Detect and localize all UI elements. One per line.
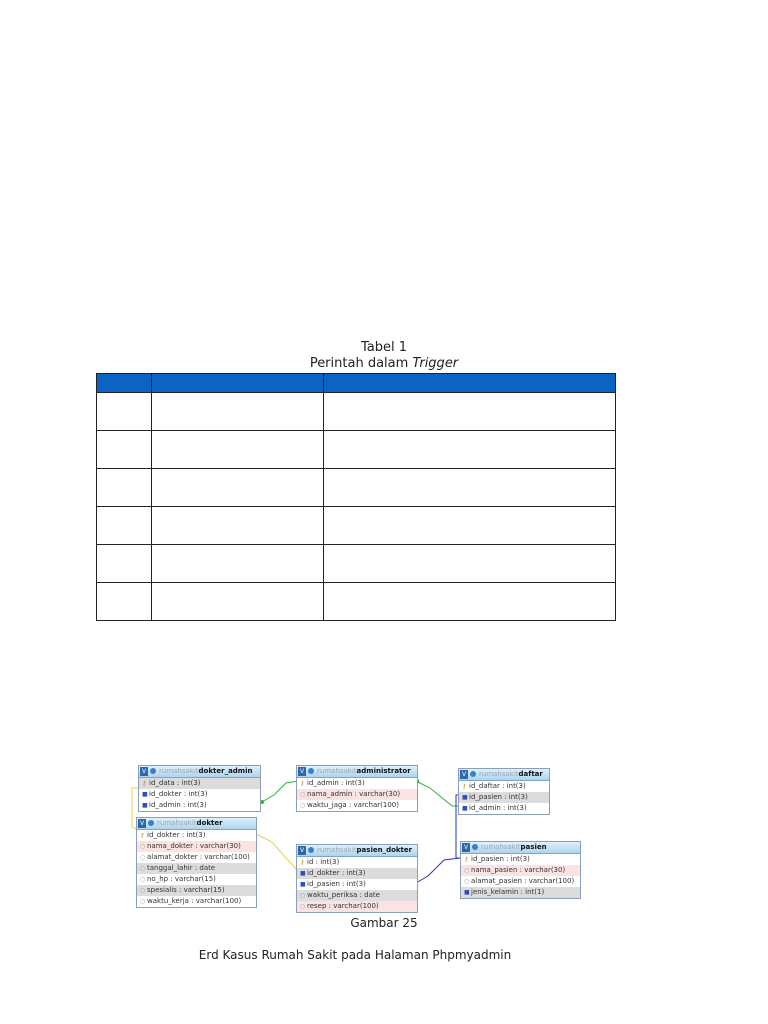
column-icon: ○ xyxy=(140,843,146,850)
column-row xyxy=(297,789,417,800)
column-row xyxy=(137,874,256,885)
primary-key-icon: ⚷ xyxy=(142,780,147,787)
erd-table-header[interactable] xyxy=(297,766,417,778)
column-row xyxy=(461,854,580,865)
index-icon: ■ xyxy=(300,881,306,888)
erd-table-dokter[interactable] xyxy=(136,817,257,908)
index-icon: ■ xyxy=(142,791,148,798)
column-row xyxy=(297,879,417,890)
table-icon xyxy=(308,847,314,853)
table-name: administrator xyxy=(356,767,411,775)
erd-table-header[interactable] xyxy=(139,766,260,778)
column-label: no_hp : varchar(15) xyxy=(147,875,216,883)
column-row xyxy=(297,800,417,811)
table-name: daftar xyxy=(518,770,543,778)
index-icon: ■ xyxy=(462,805,468,812)
table-caption-number: Tabel 1 xyxy=(360,340,408,355)
table-icon xyxy=(470,771,476,777)
column-label: resep : varchar(100) xyxy=(307,902,379,910)
column-row xyxy=(297,901,417,912)
primary-key-icon: ⚷ xyxy=(300,780,305,787)
column-icon: ○ xyxy=(300,802,306,809)
toggle-icon[interactable]: V xyxy=(461,771,467,778)
column-row xyxy=(297,890,417,901)
toggle-icon[interactable]: V xyxy=(299,847,305,854)
primary-key-icon: ⚷ xyxy=(462,783,467,790)
column-label: id_daftar : int(3) xyxy=(469,782,526,790)
db-prefix: rumahsakit xyxy=(481,843,521,851)
column-row xyxy=(137,841,256,852)
column-icon: ○ xyxy=(464,878,470,885)
index-icon: ■ xyxy=(462,794,468,801)
column-label: waktu_periksa : date xyxy=(307,891,380,899)
column-label: alamat_dokter : varchar(100) xyxy=(147,853,250,861)
column-row xyxy=(461,865,580,876)
column-row xyxy=(461,887,580,898)
table-name: pasien_dokter xyxy=(356,846,413,854)
column-row xyxy=(137,852,256,863)
column-label: tanggal_lahir : date xyxy=(147,864,216,872)
toggle-icon[interactable]: V xyxy=(463,844,469,851)
column-row xyxy=(461,876,580,887)
column-label: nama_admin : varchar(30) xyxy=(307,790,401,798)
erd-table-header[interactable] xyxy=(137,818,256,830)
column-label: waktu_jaga : varchar(100) xyxy=(307,801,399,809)
connector-pasien-dokter-pasien xyxy=(416,858,460,883)
db-prefix: rumahsakit xyxy=(317,767,357,775)
table-icon xyxy=(308,768,314,774)
column-icon: ○ xyxy=(300,892,306,899)
column-row xyxy=(297,857,417,868)
column-label: nama_pasien : varchar(30) xyxy=(471,866,566,874)
column-label: id_pasien : int(3) xyxy=(307,880,366,888)
column-label: id_pasien : int(3) xyxy=(469,793,528,801)
primary-key-icon: ⚷ xyxy=(464,856,469,863)
column-icon: ○ xyxy=(140,887,146,894)
primary-key-icon: ⚷ xyxy=(140,832,145,839)
column-label: alamat_pasien : varchar(100) xyxy=(471,877,575,885)
column-row xyxy=(297,778,417,789)
column-icon: ○ xyxy=(300,791,306,798)
column-row xyxy=(137,896,256,907)
table-name: dokter xyxy=(196,819,223,827)
column-label: spesialis : varchar(15) xyxy=(147,886,225,894)
column-icon: ○ xyxy=(300,903,306,910)
column-icon: ○ xyxy=(464,867,470,874)
index-icon: ■ xyxy=(300,870,306,877)
table-icon xyxy=(150,768,156,774)
toggle-icon[interactable]: V xyxy=(299,768,305,775)
erd-table-pasien[interactable] xyxy=(460,841,581,899)
connector-administrator-daftar xyxy=(416,781,460,806)
column-icon: ○ xyxy=(140,865,146,872)
column-row xyxy=(297,868,417,879)
table-caption-prefix: Perintah dalam xyxy=(309,356,413,371)
db-prefix: rumahsakit xyxy=(479,770,519,778)
column-row xyxy=(137,830,256,841)
column-label: nama_dokter : varchar(30) xyxy=(147,842,241,850)
table-name: dokter_admin xyxy=(198,767,253,775)
column-row xyxy=(139,778,260,789)
column-label: jenis_kelamin : int(1) xyxy=(471,888,545,896)
column-row xyxy=(137,885,256,896)
connector-dokter-pasien-dokter xyxy=(256,834,298,871)
erd-table-header[interactable] xyxy=(297,845,417,857)
db-prefix: rumahsakit xyxy=(157,819,197,827)
toggle-icon[interactable]: V xyxy=(141,768,147,775)
column-row xyxy=(459,792,549,803)
index-icon: ■ xyxy=(464,889,470,896)
column-label: id_admin : int(3) xyxy=(307,779,365,787)
column-row xyxy=(139,789,260,800)
column-label: id_dokter : int(3) xyxy=(307,869,366,877)
column-label: id_admin : int(3) xyxy=(149,801,207,809)
column-icon: ○ xyxy=(140,876,146,883)
toggle-icon[interactable]: V xyxy=(139,820,145,827)
erd-table-pasien-dokter[interactable] xyxy=(296,844,418,913)
column-icon: ○ xyxy=(140,854,146,861)
table-icon xyxy=(472,844,478,850)
table-caption-italic: Trigger xyxy=(412,356,459,371)
db-prefix: rumahsakit xyxy=(159,767,199,775)
column-row xyxy=(459,803,549,814)
db-prefix: rumahsakit xyxy=(317,846,357,854)
column-label: id_data : int(3) xyxy=(149,779,201,787)
figure-caption-number: Gambar 25 xyxy=(350,916,418,930)
erd-table-daftar[interactable] xyxy=(458,768,550,815)
column-label: id_admin : int(3) xyxy=(469,804,527,812)
column-label: id_dokter : int(3) xyxy=(149,790,208,798)
column-row xyxy=(137,863,256,874)
primary-key-icon: ⚷ xyxy=(300,859,305,866)
index-icon: ■ xyxy=(142,802,148,809)
column-row xyxy=(139,800,260,811)
column-label: id_dokter : int(3) xyxy=(147,831,206,839)
connector-dokter-admin-administrator xyxy=(260,781,298,803)
column-label: id_pasien : int(3) xyxy=(471,855,530,863)
column-label: id : int(3) xyxy=(307,858,340,866)
column-row xyxy=(459,781,549,792)
erd-table-header[interactable] xyxy=(461,842,580,854)
column-icon: ○ xyxy=(140,898,146,905)
column-label: waktu_kerja : varchar(100) xyxy=(147,897,242,905)
figure-caption-title: Erd Kasus Rumah Sakit pada Halaman Phpmyadmin xyxy=(198,948,512,962)
table-name: pasien xyxy=(520,843,547,851)
erd-table-administrator[interactable] xyxy=(296,765,418,812)
table-icon xyxy=(148,820,154,826)
erd-table-dokter-admin[interactable] xyxy=(138,765,261,812)
erd-table-header[interactable] xyxy=(459,769,549,781)
